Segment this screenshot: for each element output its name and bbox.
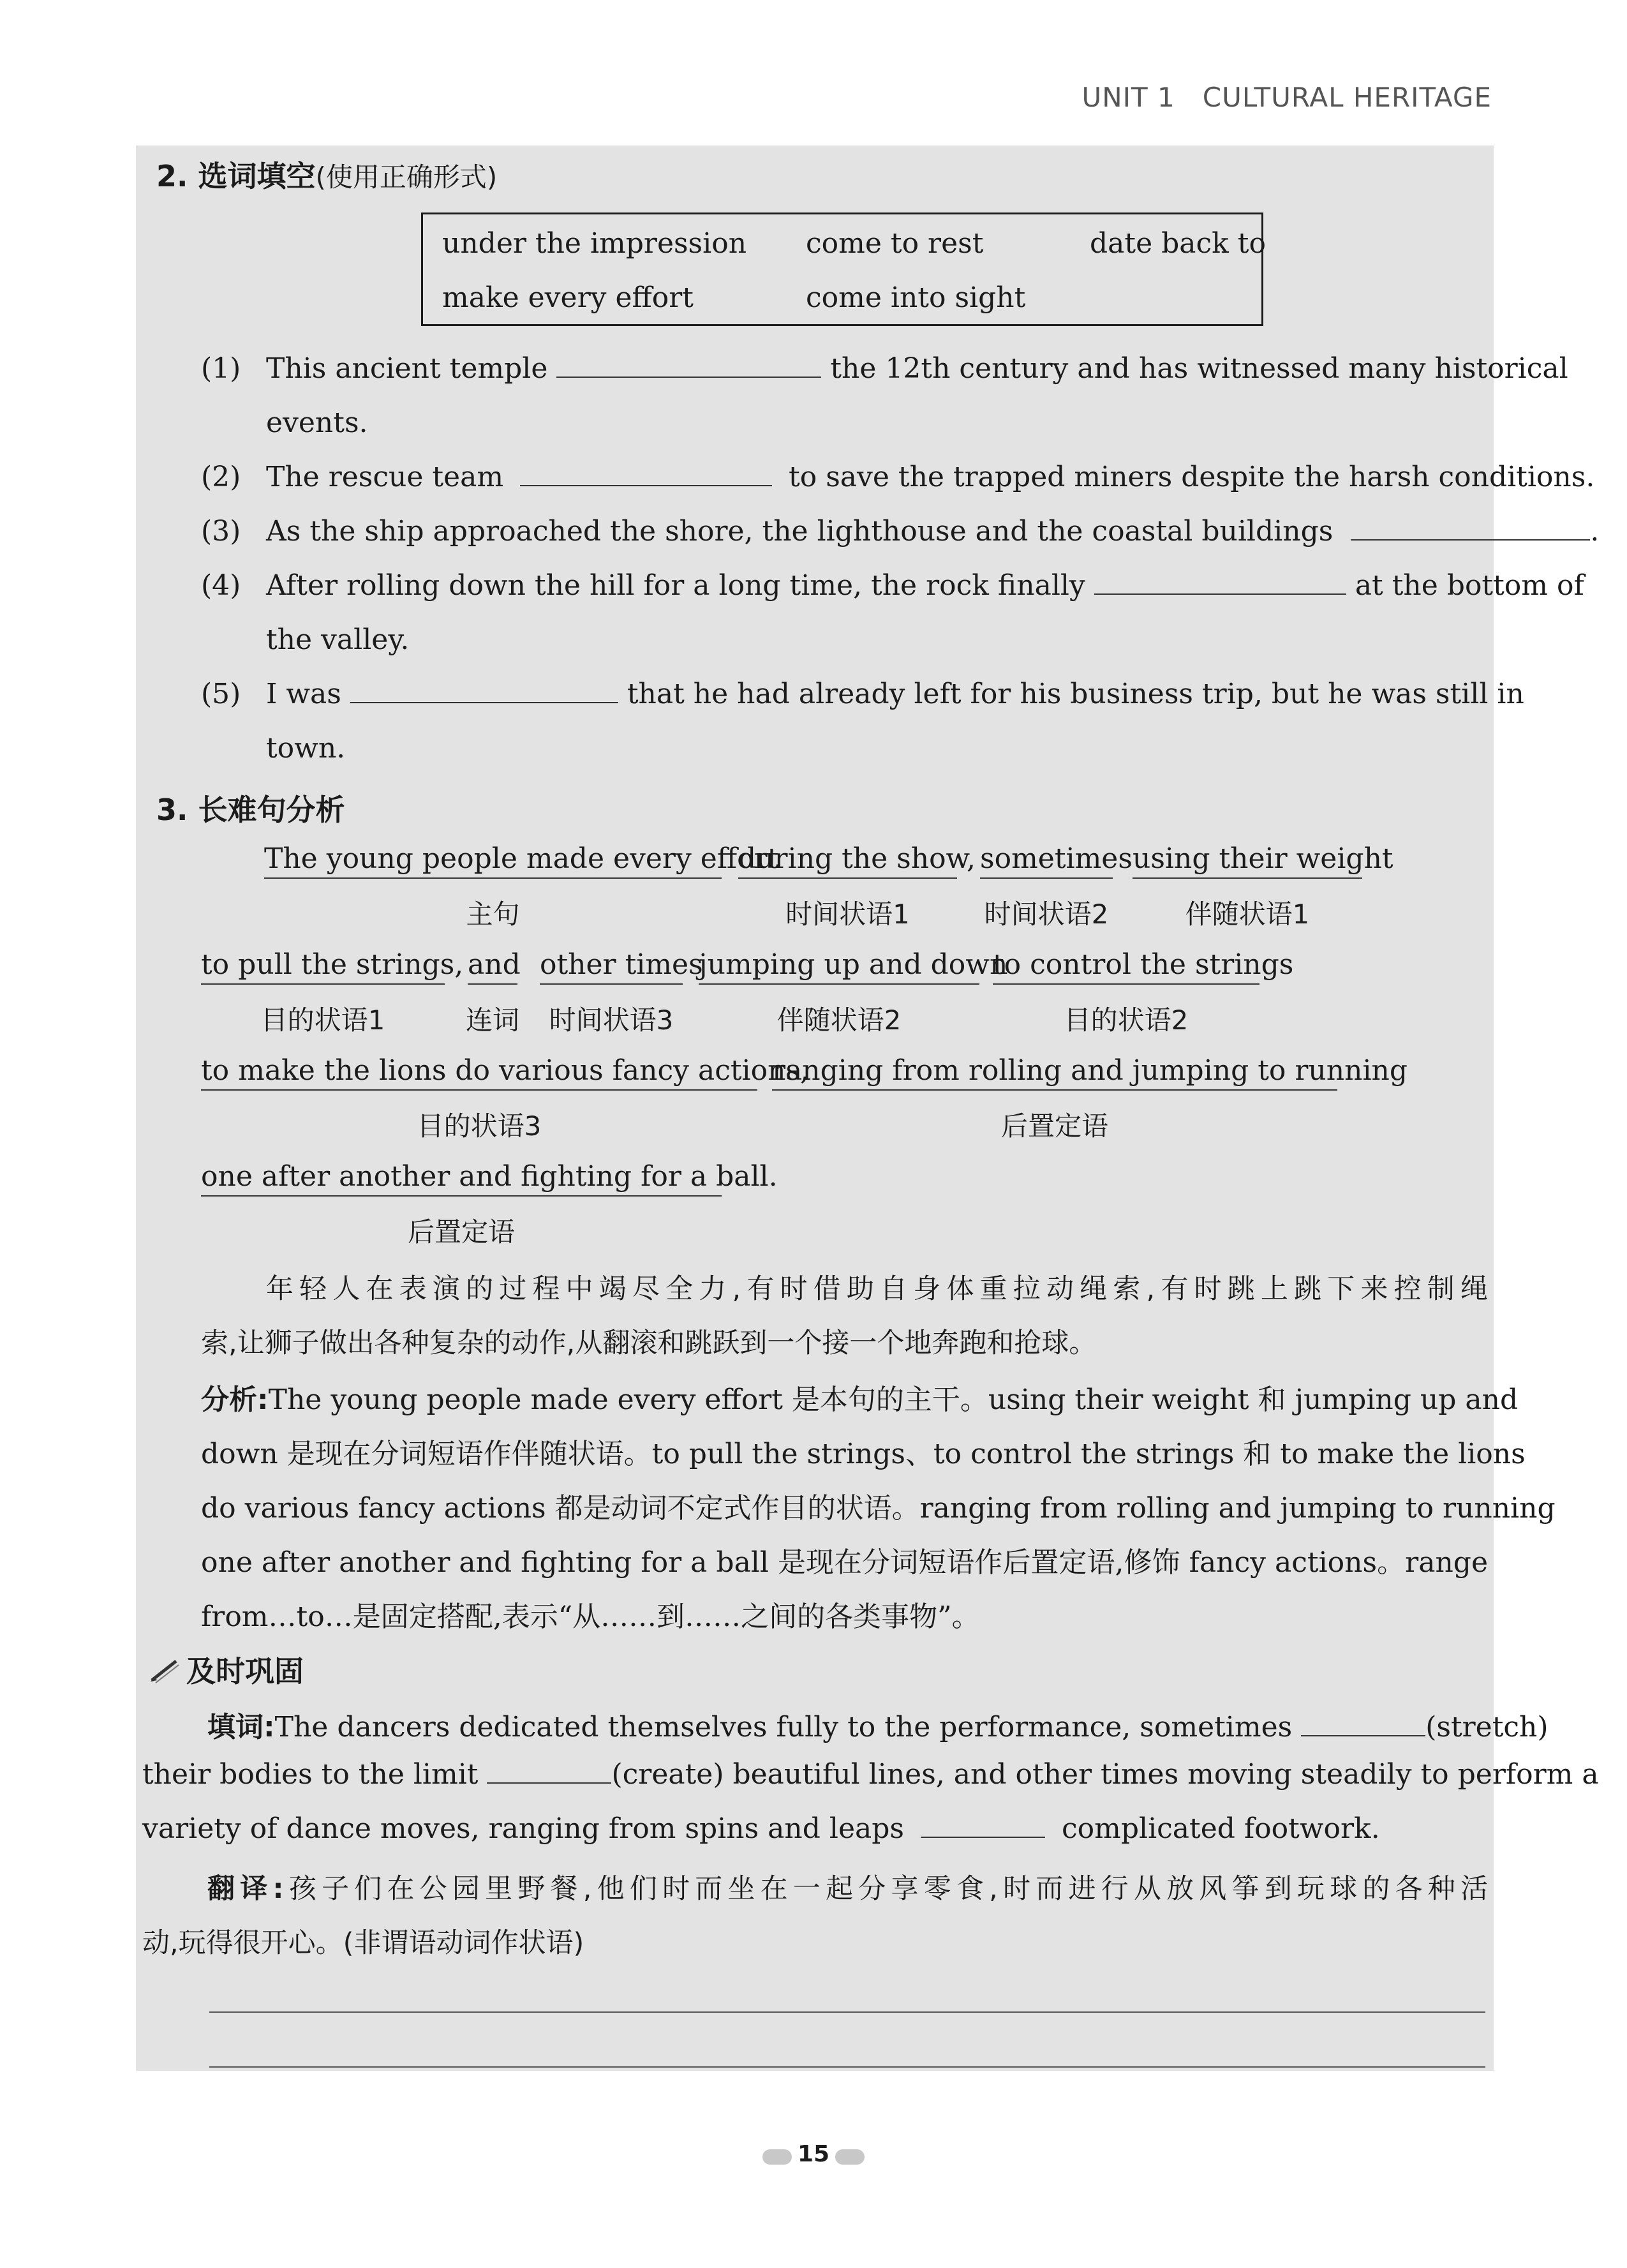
analysis-line-4: one after another and fighting for a ball 是现在分词短语作后置定语,修饰 fancy actions。range	[201, 1546, 1488, 1579]
segment-9-label: 目的状语2	[1064, 1004, 1189, 1036]
item-1	[266, 352, 1568, 385]
segment-2-label: 时间状语1	[785, 899, 910, 930]
unit-label: UNIT 1	[1081, 82, 1175, 113]
fill-line-1	[207, 1704, 1549, 1745]
analysis-line-3: do various fancy actions 都是动词不定式作目的状语。ranging from rolling and jumping to running	[201, 1492, 1556, 1525]
item-2-number: (2)	[201, 461, 241, 493]
fill-line-1-hint: (stretch)	[1425, 1711, 1549, 1743]
item-2-before: The rescue team	[266, 461, 504, 493]
item-5-cont: town.	[266, 732, 346, 765]
phrase-4: make every effort	[442, 281, 694, 314]
segment-11: ranging from rolling and jumping to running	[772, 1054, 1337, 1091]
running-header	[1081, 82, 1492, 113]
segment-5: to pull the strings,	[201, 948, 445, 985]
item-3	[266, 515, 1599, 548]
phrase-5: come into sight	[806, 281, 1026, 314]
phrase-3: date back to	[1090, 227, 1266, 260]
item-5-number: (5)	[201, 678, 241, 710]
section3-heading	[156, 787, 345, 829]
segment-6-label: 连词	[465, 1004, 519, 1036]
item-1-cont: events.	[266, 407, 368, 439]
item-2-blank[interactable]	[520, 461, 772, 486]
item-4-blank[interactable]	[1094, 569, 1346, 595]
fill-line-3-end: complicated footwork.	[1061, 1812, 1380, 1845]
unit-title: CULTURAL HERITAGE	[1202, 82, 1492, 113]
item-1-blank[interactable]	[556, 352, 821, 378]
segment-7: other times	[540, 948, 683, 985]
segment-4: using their weight	[1133, 842, 1362, 879]
fill-line-2	[142, 1758, 1599, 1791]
analysis-line-5: from…to…是固定搭配,表示“从……到……之间的各类事物”。	[201, 1600, 980, 1633]
answer-line-1[interactable]	[209, 2011, 1485, 2013]
item-5-after: that he had already left for his business trip, but he was still in	[627, 678, 1524, 710]
item-4-after: at the bottom of	[1355, 569, 1584, 602]
segment-9: to control the strings	[993, 948, 1259, 985]
item-3-blank[interactable]	[1351, 515, 1590, 541]
item-1-before: This ancient temple	[266, 352, 548, 385]
practice-title: 及时巩固	[186, 1654, 304, 1689]
analysis-line-2: down 是现在分词短语作伴随状语。to pull the strings、to control the strings 和 to make the lions	[201, 1438, 1526, 1470]
analysis-line-1	[201, 1376, 1519, 1417]
section3-title: 长难句分析	[198, 793, 345, 827]
segment-3: sometimes	[980, 842, 1113, 879]
phrase-1: under the impression	[442, 227, 747, 260]
analysis-line-1-text: The young people made every effort 是本句的主干。using their weight 和 jumping up and	[268, 1384, 1519, 1416]
segment-2: during the show,	[738, 842, 957, 879]
fill-label: 填词:	[207, 1711, 275, 1743]
item-3-number: (3)	[201, 515, 241, 548]
segment-12-label: 后置定语	[407, 1216, 515, 1248]
translation-line-2: 索,让狮子做出各种复杂的动作,从翻滚和跳跃到一个接一个地奔跑和抢球。	[201, 1327, 1097, 1359]
section2-heading	[156, 153, 497, 195]
item-5-blank[interactable]	[350, 678, 618, 703]
fill-line-2-hint: (create) beautiful lines, and other times moving steadily to perform a	[611, 1758, 1599, 1791]
section2-number: 2.	[156, 159, 188, 193]
translate-line-1-text: 孩子们在公园里野餐,他们时而坐在一起分享零食,时而进行从放风筝到玩球的各种活	[283, 1873, 1488, 1905]
item-4-cont: the valley.	[266, 623, 410, 656]
fill-line-3-text: variety of dance moves, ranging from spins and leaps	[142, 1812, 904, 1845]
segment-8-label: 伴随状语2	[776, 1004, 902, 1036]
translate-line-2: 动,玩得很开心。(非谓语动词作状语)	[142, 1927, 584, 1959]
item-4	[266, 569, 1584, 602]
pencil-icon	[148, 1656, 181, 1691]
segment-6: and	[468, 948, 517, 985]
item-4-number: (4)	[201, 569, 241, 602]
segment-12: one after another and fighting for a ball.	[201, 1160, 722, 1197]
item-1-after: the 12th century and has witnessed many historical	[830, 352, 1568, 385]
item-3-before: As the ship approached the shore, the lighthouse and the coastal buildings	[266, 515, 1334, 548]
translation-line-1: 年轻人在表演的过程中竭尽全力,有时借助自身体重拉动绳索,有时跳上跳下来控制绳	[266, 1273, 1488, 1305]
word-bank	[421, 213, 1266, 326]
practice-heading	[148, 1648, 304, 1691]
segment-5-label: 目的状语1	[260, 1004, 385, 1036]
fill-blank-1[interactable]	[1301, 1711, 1425, 1736]
segment-11-label: 后置定语	[1000, 1110, 1108, 1142]
fill-line-1-text: The dancers dedicated themselves fully to the performance, sometimes	[274, 1711, 1293, 1743]
segment-8: jumping up and down	[699, 948, 979, 985]
section2-note: (使用正确形式)	[315, 161, 498, 193]
item-1-number: (1)	[201, 352, 241, 385]
section3-number: 3.	[156, 793, 188, 827]
segment-1: The young people made every effort	[264, 842, 722, 879]
fill-blank-2[interactable]	[487, 1758, 611, 1784]
segment-4-label: 伴随状语1	[1185, 899, 1310, 930]
answer-line-2[interactable]	[209, 2066, 1485, 2068]
analysis-label: 分析:	[201, 1384, 269, 1416]
segment-10: to make the lions do various fancy actions,	[201, 1054, 757, 1091]
segment-7-label: 时间状语3	[549, 1004, 674, 1036]
fill-line-3	[142, 1812, 1380, 1845]
segment-10-label: 目的状语3	[417, 1110, 542, 1142]
section2-title: 选词填空	[198, 159, 316, 193]
fill-blank-3[interactable]	[921, 1812, 1045, 1838]
item-5	[266, 678, 1524, 710]
item-5-before: I was	[266, 678, 341, 710]
fill-line-2-text: their bodies to the limit	[142, 1758, 479, 1791]
item-2	[266, 461, 1594, 493]
item-2-after: to save the trapped miners despite the harsh conditions.	[789, 461, 1595, 493]
phrase-2: come to rest	[806, 227, 984, 260]
item-4-before: After rolling down the hill for a long time, the rock finally	[266, 569, 1085, 602]
segment-1-label: 主句	[466, 899, 520, 930]
translate-line-1	[207, 1867, 1488, 1906]
item-3-after: .	[1590, 515, 1600, 548]
translate-label: 翻译:	[207, 1873, 284, 1905]
page-number: 15	[797, 2141, 830, 2167]
segment-3-label: 时间状语2	[984, 899, 1109, 930]
